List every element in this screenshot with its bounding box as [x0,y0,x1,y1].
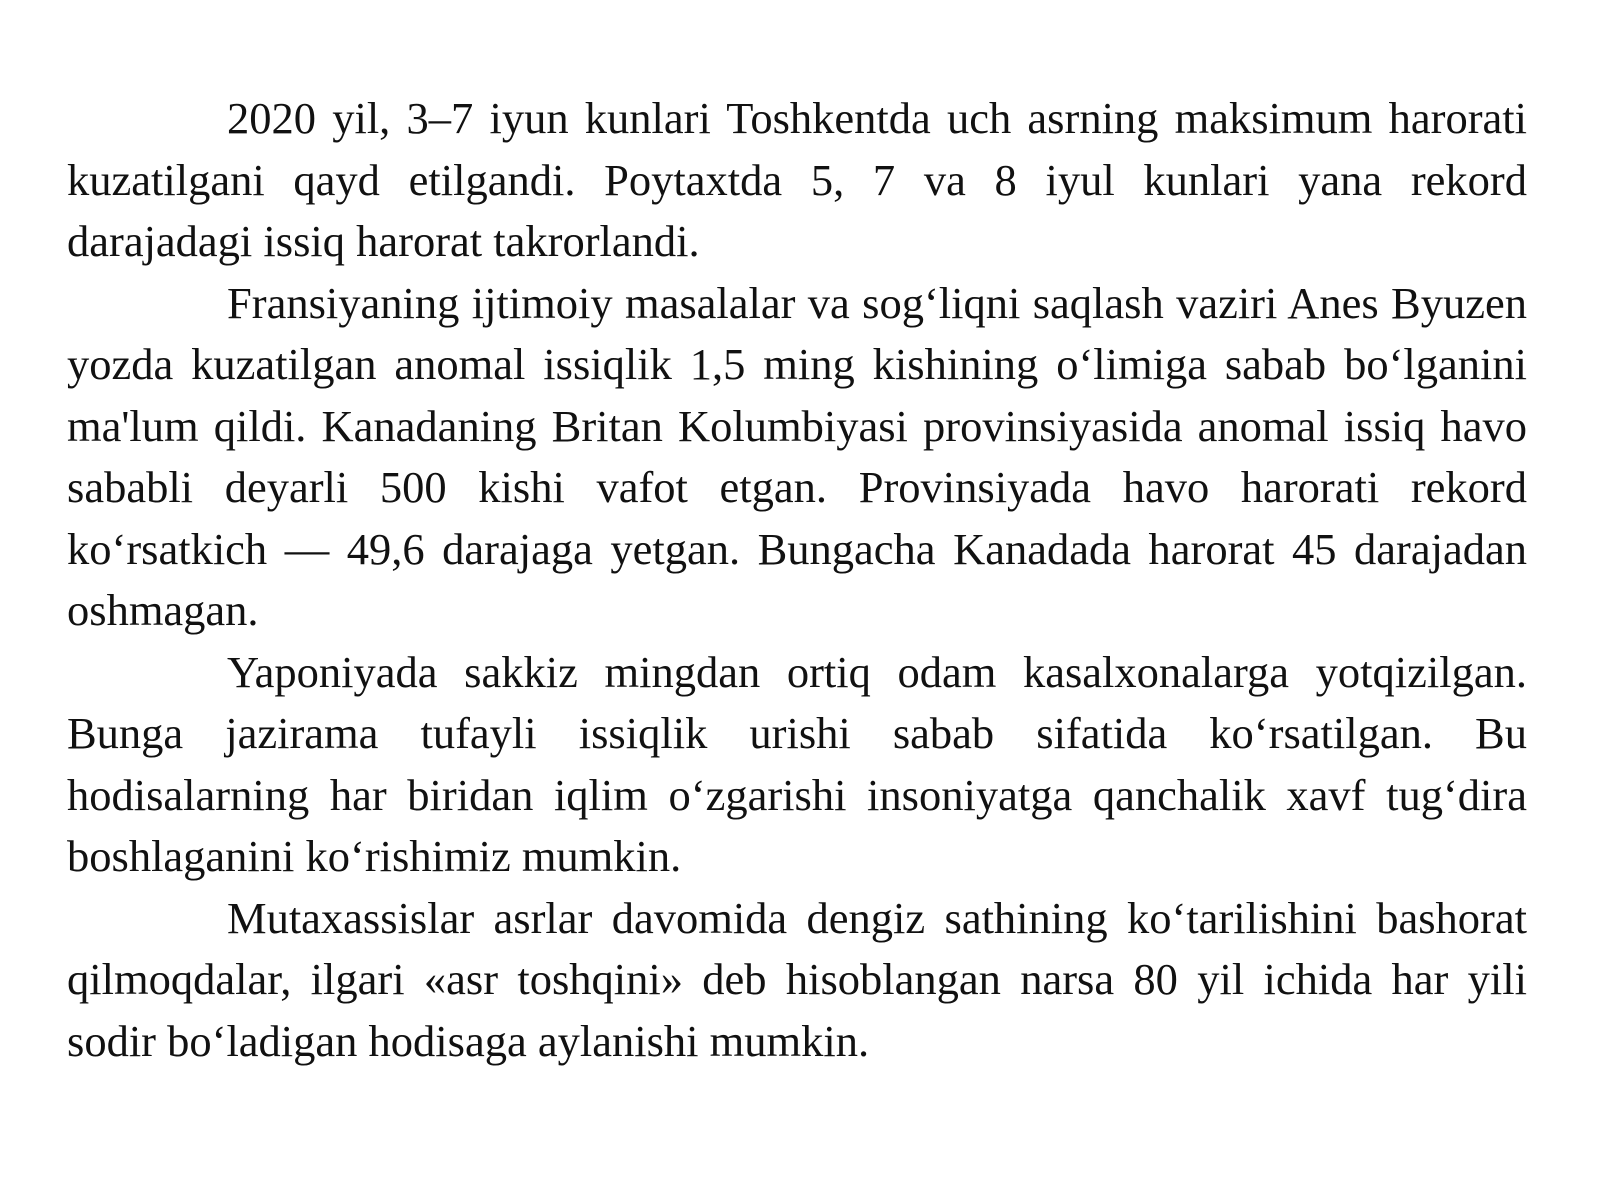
paragraph-sea-level: Mutaxassislar asrlar davomida dengiz sathining ko‘tarilishini bashorat qilmoqdalar, ilgari «asr toshqini» deb hisoblangan narsa 80 yil ichida har yili sodir bo‘ladigan hodisaga aylanishi mumkin. [67,892,1527,1066]
paragraph-france-canada: Fransiyaning ijtimoiy masalalar va sog‘liqni saqlash vaziri Anes Byuzen yozda kuzatilgan anomal issiqlik 1,5 ming kishining o‘limiga sabab bo‘lganini ma'lum qildi. Kanadaning Britan Kolumbiyasi provinsiyasida anomal issiq havo sababli deyarli 500 kishi vafot etgan. Provinsiyada havo harorati rekord ko‘rsatkich — 49,6 darajaga yetgan. Bungacha Kanadada harorat 45 darajadan oshmagan. [67,277,1527,635]
paragraph-tashkent-heat: 2020 yil, 3–7 iyun kunlari Toshkentda uch asrning maksimum harorati kuzatilgani qayd etilgandi. Poytaxtda 5, 7 va 8 iyul kunlari yana rekord darajadagi issiq harorat takrorlandi. [67,93,1527,266]
paragraph-japan: Yaponiyada sakkiz mingdan ortiq odam kasalxonalarga yotqizilgan. Bunga jazirama tufayli issiqlik urishi sabab sifatida ko‘rsatilgan. Bu hodisalarning har biridan iqlim o‘zgarishi insoniyatga qanchalik xavf tug‘dira boshlaganini ko‘rishimiz mumkin. [67,646,1527,881]
body-text [67,88,1527,1072]
